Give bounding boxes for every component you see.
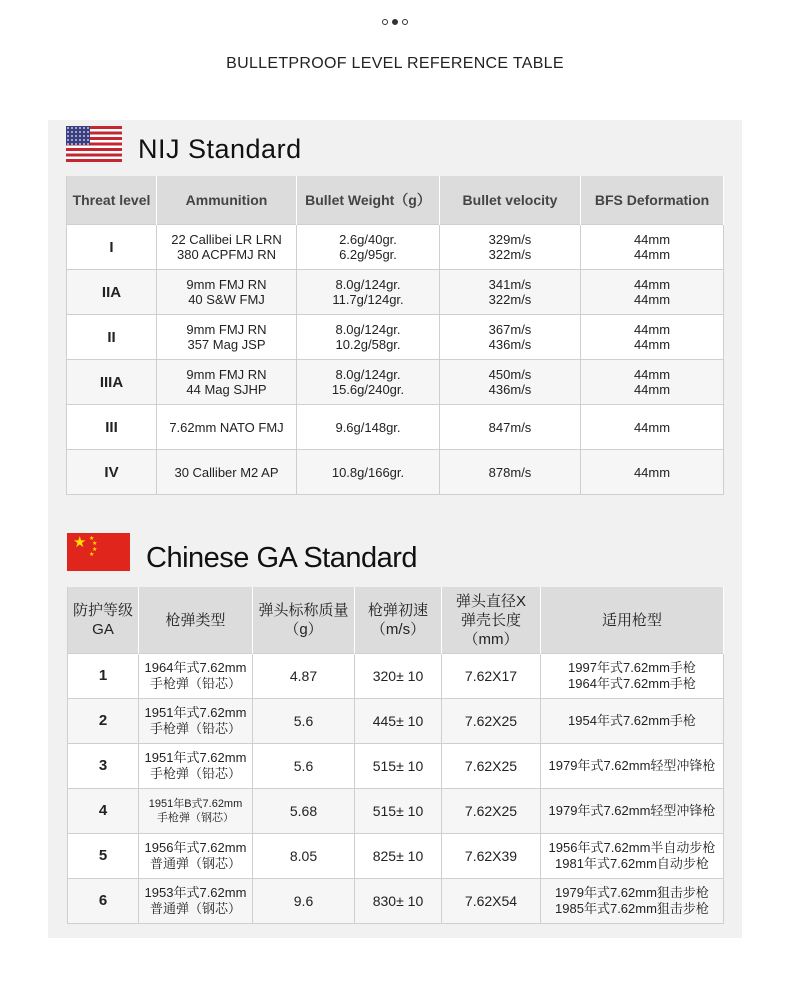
- header-bullet-weight: Bullet Weight（g）: [297, 176, 440, 225]
- cell-line: 44mm: [633, 247, 671, 262]
- cell-line: （g）: [284, 621, 323, 638]
- bullet-weight-cell: [297, 450, 440, 495]
- cell-line: 380 ACPFMJ RN: [177, 247, 276, 262]
- bullet-weight-cell: [297, 405, 440, 450]
- table-header-row: [67, 176, 724, 225]
- ammo-type-cell: [139, 834, 253, 879]
- ammunition-cell: [157, 405, 297, 450]
- cell-line: （mm）: [463, 630, 519, 648]
- bullet-weight-cell: [297, 270, 440, 315]
- cell-line: 341m/s: [488, 277, 532, 292]
- cell-line: 22 Callibei LR LRN: [171, 232, 282, 247]
- cell-line: 弹壳长度: [460, 611, 521, 629]
- nij-standard-title: NIJ Standard: [138, 134, 302, 164]
- applicable-guns-cell: [541, 789, 724, 834]
- cell-line: 枪弹类型: [165, 611, 226, 629]
- cell-line: 8.0g/124gr.: [335, 322, 401, 337]
- bullet-mass-cell: 8.05: [253, 834, 355, 879]
- cell-line: 357 Mag JSP: [187, 337, 266, 352]
- muzzle-velocity-cell: 515± 10: [355, 744, 442, 789]
- cell-line: 防护等级: [72, 602, 133, 619]
- cell-line: 878m/s: [488, 464, 532, 480]
- cell-line: 44mm: [633, 464, 671, 480]
- diameter-length-cell: 7.62X25: [442, 789, 541, 834]
- cell-line: 367m/s: [488, 322, 532, 337]
- muzzle-velocity-cell: 825± 10: [355, 834, 442, 879]
- cell-line: 44mm: [633, 337, 671, 352]
- table-row: [68, 834, 724, 879]
- bfs-deformation-cell: [581, 315, 724, 360]
- cell-line: 1985年式7.62mm狙击步枪: [555, 901, 709, 916]
- cell-line: 44mm: [633, 382, 671, 397]
- ga-standard-title: Chinese GA Standard: [146, 542, 418, 574]
- page-title: BULLETPROOF LEVEL REFERENCE TABLE: [226, 55, 564, 72]
- cell-line: 2.6g/40gr.: [339, 232, 397, 247]
- bullet-velocity-cell: [440, 270, 581, 315]
- cell-line: 1953年式7.62mm: [144, 885, 247, 900]
- table-row: [68, 789, 724, 834]
- table-row: [67, 405, 724, 450]
- cell-line: 手枪弹（铅芯）: [149, 766, 241, 781]
- protection-level-cell: 4: [68, 789, 139, 834]
- cell-line: 450m/s: [488, 367, 532, 382]
- ga-standard-table: [67, 587, 724, 924]
- cell-line: 44 Mag SJHP: [186, 382, 267, 397]
- table-row: [67, 315, 724, 360]
- applicable-guns-cell: [541, 879, 724, 924]
- bfs-deformation-cell: [581, 450, 724, 495]
- bullet-mass-cell: 5.6: [253, 744, 355, 789]
- cell-line: 1964年式7.62mm手枪: [568, 676, 696, 691]
- cell-line: 10.8g/166gr.: [331, 464, 405, 480]
- cell-line: 1956年式7.62mm半自动步枪: [548, 840, 716, 855]
- applicable-guns-cell: [541, 699, 724, 744]
- muzzle-velocity-cell: 320± 10: [355, 654, 442, 699]
- table-row: [68, 699, 724, 744]
- cell-line: 9mm FMJ RN: [186, 367, 267, 382]
- threat-level-cell: III: [67, 405, 157, 450]
- bullet-mass-cell: 5.68: [253, 789, 355, 834]
- cell-line: 手枪弹（铅芯）: [149, 721, 241, 736]
- cell-line: 436m/s: [488, 382, 532, 397]
- cell-line: 枪弹初速: [367, 602, 428, 619]
- cell-line: 9mm FMJ RN: [186, 322, 267, 337]
- header-applicable-guns: [541, 587, 724, 654]
- bullet-mass-cell: 5.6: [253, 699, 355, 744]
- pagination-dots: [0, 19, 790, 25]
- header-ammo-type: [139, 587, 253, 654]
- header-protection-level: [68, 587, 139, 654]
- ammo-type-cell: [139, 789, 253, 834]
- cell-line: 1979年式7.62mm轻型冲锋枪: [548, 803, 716, 818]
- cell-line: 手枪弹（钢芯）: [157, 812, 234, 824]
- cell-line: 44mm: [633, 277, 671, 292]
- cell-line: 适用枪型: [601, 611, 662, 629]
- cell-line: 弹头标称质量: [258, 602, 349, 619]
- bullet-weight-cell: [297, 225, 440, 270]
- cell-line: 11.7g/124gr.: [332, 292, 404, 307]
- protection-level-cell: 3: [68, 744, 139, 789]
- cell-line: 44mm: [633, 419, 671, 435]
- cell-line: 44mm: [633, 367, 671, 382]
- cell-line: 6.2g/95gr.: [339, 247, 397, 262]
- ammo-type-cell: [139, 744, 253, 789]
- cell-line: 9.6g/148gr.: [335, 419, 401, 435]
- diameter-length-cell: 7.62X17: [442, 654, 541, 699]
- threat-level-cell: IIA: [67, 270, 157, 315]
- china-flag-icon: ★ ★ ★ ★ ★: [67, 533, 130, 571]
- cell-line: 1964年式7.62mm: [144, 660, 247, 675]
- bfs-deformation-cell: [581, 360, 724, 405]
- cell-line: 7.62mm NATO FMJ: [169, 419, 284, 435]
- diameter-length-cell: 7.62X25: [442, 744, 541, 789]
- table-row: [67, 225, 724, 270]
- protection-level-cell: 1: [68, 654, 139, 699]
- page-dot-2-active[interactable]: [392, 19, 398, 25]
- cell-line: 329m/s: [488, 232, 532, 247]
- header-ammunition: Ammunition: [157, 176, 297, 225]
- table-row: [68, 654, 724, 699]
- cell-line: 普通弹（钢芯）: [149, 856, 241, 871]
- bullet-velocity-cell: [440, 450, 581, 495]
- threat-level-cell: II: [67, 315, 157, 360]
- ammo-type-cell: [139, 654, 253, 699]
- diameter-length-cell: 7.62X54: [442, 879, 541, 924]
- table-row: [68, 879, 724, 924]
- table-row: [67, 270, 724, 315]
- bfs-deformation-cell: [581, 225, 724, 270]
- protection-level-cell: 2: [68, 699, 139, 744]
- ammunition-cell: [157, 360, 297, 405]
- table-row: [67, 360, 724, 405]
- protection-level-cell: 6: [68, 879, 139, 924]
- cell-line: （m/s）: [370, 621, 426, 638]
- threat-level-cell: IV: [67, 450, 157, 495]
- bullet-velocity-cell: [440, 315, 581, 360]
- bullet-weight-cell: [297, 315, 440, 360]
- cell-line: 847m/s: [488, 419, 532, 435]
- header-bullet-mass: [253, 587, 355, 654]
- protection-level-cell: 5: [68, 834, 139, 879]
- threat-level-cell: I: [67, 225, 157, 270]
- cell-line: 1979年式7.62mm轻型冲锋枪: [548, 758, 716, 773]
- cell-line: 40 S&W FMJ: [188, 292, 265, 307]
- cell-line: 322m/s: [488, 247, 532, 262]
- threat-level-cell: IIIA: [67, 360, 157, 405]
- bullet-velocity-cell: [440, 225, 581, 270]
- muzzle-velocity-cell: 830± 10: [355, 879, 442, 924]
- page-dot-3[interactable]: [402, 19, 408, 25]
- diameter-length-cell: 7.62X25: [442, 699, 541, 744]
- cell-line: 1997年式7.62mm手枪: [568, 660, 696, 675]
- cell-line: GA: [92, 621, 114, 638]
- cell-line: 1979年式7.62mm狙击步枪: [555, 885, 709, 900]
- cell-line: 9mm FMJ RN: [186, 277, 267, 292]
- header-threat-level: Threat level: [67, 176, 157, 225]
- header-muzzle-velocity: [355, 587, 442, 654]
- ammo-type-cell: [139, 879, 253, 924]
- cell-line: 436m/s: [488, 337, 532, 352]
- cell-line: 1981年式7.62mm自动步枪: [555, 856, 709, 871]
- bfs-deformation-cell: [581, 270, 724, 315]
- cell-line: 8.0g/124gr.: [335, 367, 401, 382]
- applicable-guns-cell: [541, 654, 724, 699]
- cell-line: 44mm: [633, 322, 671, 337]
- cell-line: 1954年式7.62mm手枪: [568, 713, 696, 728]
- cell-line: 普通弹（钢芯）: [149, 901, 241, 916]
- page-dot-1[interactable]: [382, 19, 388, 25]
- cell-line: 15.6g/240gr.: [331, 382, 405, 397]
- header-diameter-length: [442, 587, 541, 654]
- cell-line: 44mm: [633, 292, 671, 307]
- bullet-weight-cell: [297, 360, 440, 405]
- muzzle-velocity-cell: 445± 10: [355, 699, 442, 744]
- bullet-mass-cell: 9.6: [253, 879, 355, 924]
- ammunition-cell: [157, 225, 297, 270]
- cell-line: 1951年式7.62mm: [144, 750, 247, 765]
- nij-standard-table: [66, 176, 724, 495]
- bullet-velocity-cell: [440, 405, 581, 450]
- us-flag-icon: [66, 126, 122, 162]
- table-row: [67, 450, 724, 495]
- bullet-velocity-cell: [440, 360, 581, 405]
- ammunition-cell: [157, 270, 297, 315]
- bfs-deformation-cell: [581, 405, 724, 450]
- cell-line: 322m/s: [488, 292, 532, 307]
- ammunition-cell: [157, 450, 297, 495]
- muzzle-velocity-cell: 515± 10: [355, 789, 442, 834]
- cell-line: 弹头直径X: [455, 592, 526, 610]
- cell-line: 44mm: [633, 232, 671, 247]
- cell-line: 1951年B式7.62mm: [148, 798, 243, 810]
- applicable-guns-cell: [541, 834, 724, 879]
- cell-line: 8.0g/124gr.: [335, 277, 401, 292]
- diameter-length-cell: 7.62X39: [442, 834, 541, 879]
- bullet-mass-cell: 4.87: [253, 654, 355, 699]
- ammo-type-cell: [139, 699, 253, 744]
- cell-line: 手枪弹（铅芯）: [149, 676, 241, 691]
- header-bullet-velocity: Bullet velocity: [440, 176, 581, 225]
- cell-line: 1956年式7.62mm: [144, 840, 247, 855]
- cell-line: 30 Calliber M2 AP: [174, 464, 279, 480]
- table-header-row: [68, 587, 724, 654]
- applicable-guns-cell: [541, 744, 724, 789]
- ammunition-cell: [157, 315, 297, 360]
- table-row: [68, 744, 724, 789]
- cell-line: 10.2g/58gr.: [335, 337, 401, 352]
- header-bfs-deformation: BFS Deformation: [581, 176, 724, 225]
- cell-line: 1951年式7.62mm: [144, 705, 247, 720]
